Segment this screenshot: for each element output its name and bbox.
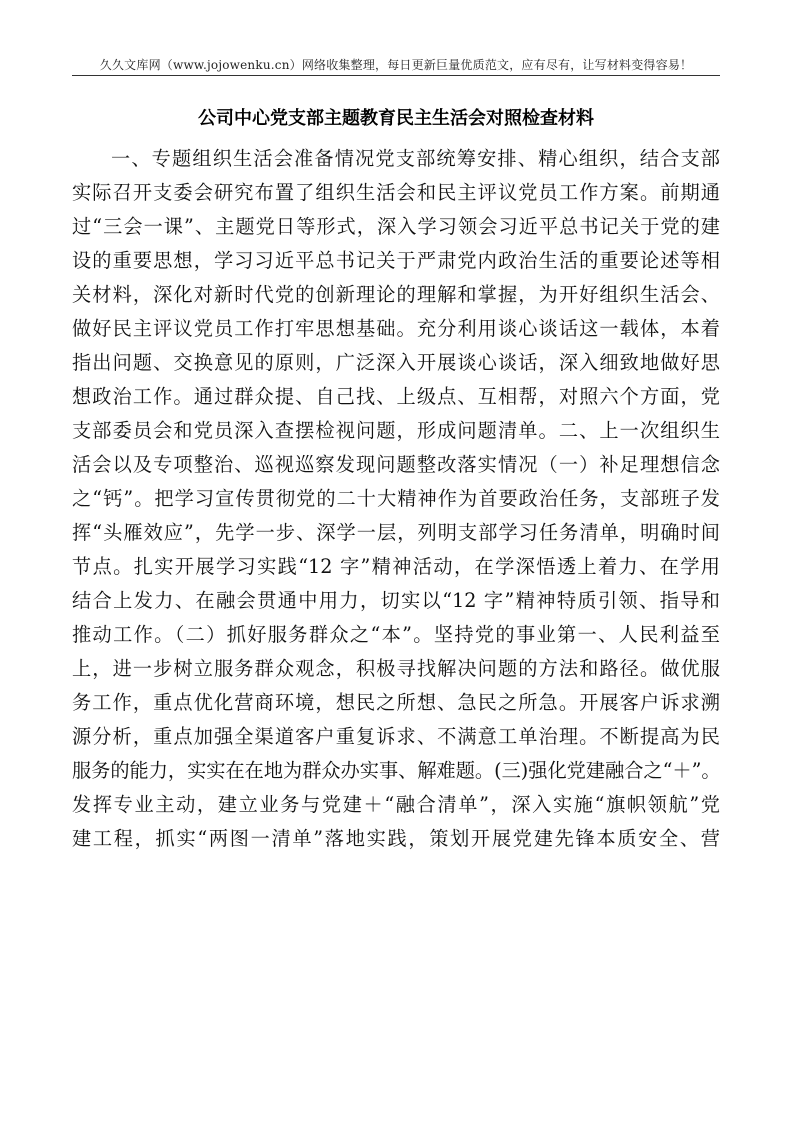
body-line: 实际召开支委会研究布置了组织生活会和民主评议党员工作方案。前期通 <box>72 181 720 204</box>
body-line: 关材料，深化对新时代党的创新理论的理解和掌握，为开好组织生活会、 <box>72 283 720 306</box>
body-line: 一、专题组织生活会准备情况党支部统筹安排、精心组织，结合支部 <box>111 147 720 170</box>
body-line: 务工作，重点优化营商环境，想民之所想、急民之所急。开展客户诉求溯 <box>72 691 720 714</box>
body-line: 设的重要思想，学习习近平总书记关于严肃党内政治生活的重要论述等相 <box>72 249 720 272</box>
body-line: 支部委员会和党员深入查摆检视问题，形成问题清单。二、上一次组织生 <box>72 419 720 442</box>
document-title: 公司中心党支部主题教育民主生活会对照检查材料 <box>198 108 594 129</box>
body-line: 活会以及专项整治、巡视巡察发现问题整改落实情况（一）补足理想信念 <box>72 453 720 476</box>
header-divider <box>72 75 720 76</box>
body-line: 发挥专业主动，建立业务与党建＋“融合清单”，深入实施“旗帜领航”党 <box>72 793 720 816</box>
body-line: 服务的能力，实实在在地为群众办实事、解难题。(三)强化党建融合之“＋”。 <box>72 759 721 782</box>
body-line: 之“钙”。把学习宣传贯彻党的二十大精神作为首要政治任务，支部班子发 <box>72 487 720 510</box>
body-line: 推动工作。（二）抓好服务群众之“本”。坚持党的事业第一、人民利益至 <box>72 623 720 646</box>
body-line: 上，进一步树立服务群众观念，积极寻找解决问题的方法和路径。做优服 <box>72 657 720 680</box>
body-line: 做好民主评议党员工作打牢思想基础。充分利用谈心谈话这一载体，本着 <box>72 317 720 340</box>
body-line: 过“三会一课”、主题党日等形式，深入学习领会习近平总书记关于党的建 <box>72 215 720 238</box>
body-line: 挥“头雁效应”，先学一步、深学一层，列明支部学习任务清单，明确时间 <box>72 521 720 544</box>
body-line: 结合上发力、在融会贯通中用力，切实以“12 字”精神特质引领、指导和 <box>72 589 720 612</box>
body-line: 指出问题、交换意见的原则，广泛深入开展谈心谈话，深入细致地做好思 <box>72 351 720 374</box>
body-line: 想政治工作。通过群众提、自己找、上级点、互相帮，对照六个方面，党 <box>72 385 720 408</box>
body-line: 建工程，抓实“两图一清单”落地实践，策划开展党建先锋本质安全、营 <box>72 827 720 850</box>
document-body <box>72 142 720 856</box>
body-line: 节点。扎实开展学习实践“12 字”精神活动，在学深悟透上着力、在学用 <box>72 555 720 578</box>
body-line: 源分析，重点加强全渠道客户重复诉求、不满意工单治理。不断提高为民 <box>72 725 720 748</box>
page-header: 久久文库网（www.jojowenku.cn）网络收集整理，每日更新巨量优质范文，应有尽有，让写材料变得容易！ <box>99 58 693 72</box>
